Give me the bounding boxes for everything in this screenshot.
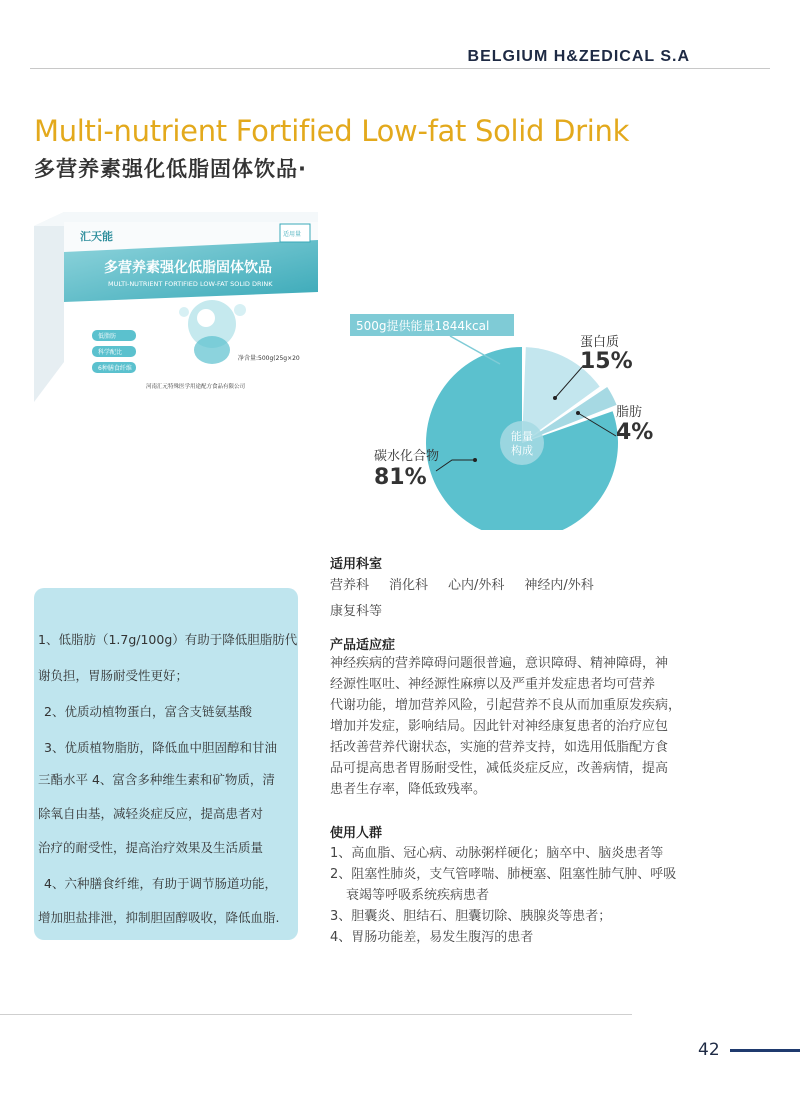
indications-body — [330, 653, 681, 800]
indication-line: 括改善营养代谢状态，实施的营养支持，如选用低脂配方食 — [330, 740, 669, 755]
benefit-line: 谢负担，胃肠耐受性更好； — [38, 668, 189, 683]
target-line: 4、胃肠功能差，易发生腹泻的患者 — [330, 930, 534, 945]
pie-value-fat: 4% — [616, 420, 654, 445]
indication-line: 增加并发症，影响结局。因此针对神经康复患者的治疗应包 — [330, 719, 669, 734]
benefit-line: 1、低脂肪（1.7g/100g）有助于降低胆脂肪代 — [38, 632, 298, 647]
product-manufacturer: 河南汇元特殊医学用途配方食品有限公司 — [146, 384, 246, 390]
title-chinese: 多营养素强化低脂固体饮品· — [34, 157, 307, 181]
benefit-line: 2、优质动植物蛋白，富含支链氨基酸 — [44, 704, 252, 719]
header-divider — [30, 68, 770, 69]
indication-line: 神经疾病的营养障碍问题很普遍，意识障碍、精神障碍，神 — [330, 656, 669, 671]
product-name-en: MULTI-NUTRIENT FORTIFIED LOW-FAT SOLID DRINK — [108, 280, 273, 288]
indication-line: 经源性呕吐、神经源性麻痹以及严重并发症患者均可营养 — [330, 677, 656, 692]
pie-center-label-2: 构成 — [511, 444, 533, 457]
pie-label-carb: 碳水化合物 — [374, 449, 440, 464]
product-name-cn: 多营养素强化低脂固体饮品 — [104, 260, 272, 276]
benefit-line: 除氧自由基，减轻炎症反应，提高患者对 — [38, 806, 264, 821]
benefit-line: 4、六种膳食纤维，有助于调节肠道功能， — [44, 876, 277, 891]
product-logo: 汇天能 — [80, 230, 113, 243]
target-groups-body — [330, 843, 676, 948]
target-line: 3、胆囊炎、胆结石、胆囊切除、胰腺炎等患者； — [330, 909, 612, 924]
target-line: 衰竭等呼吸系统疾病患者 — [346, 888, 490, 903]
pie-center-label-1: 能量 — [511, 430, 533, 443]
benefits-panel — [34, 588, 298, 940]
department-item: 心内/外科 — [448, 578, 505, 593]
pie-title: 500g提供能量1844kcal — [356, 319, 490, 333]
departments-row — [330, 600, 402, 619]
indication-line: 患者生存率，降低致残率。 — [330, 782, 487, 797]
product-feature-2: 科学配比 — [98, 349, 123, 356]
footer-divider — [0, 1014, 632, 1015]
pie-value-protein: 15% — [580, 349, 633, 374]
indications-title: 产品适应症 — [330, 638, 396, 653]
benefit-line: 三酯水平 4、富含多种维生素和矿物质，清 — [38, 772, 275, 787]
department-item: 营养科 — [330, 578, 370, 593]
page-number-bar — [730, 1049, 800, 1052]
benefit-line: 增加胆盐排泄，抑制胆固醇吸收，降低血脂. — [38, 910, 280, 925]
departments-row — [330, 574, 614, 593]
department-item: 康复科等 — [330, 604, 383, 619]
page-number: 42 — [698, 1040, 720, 1060]
target-line: 1、高血脂、冠心病、动脉粥样硬化；脑卒中、脑炎患者等 — [330, 846, 664, 861]
target-line: 2、阻塞性肺炎，支气管哮喘、肺梗塞、阻塞性肺气肿、呼吸 — [330, 867, 677, 882]
pie-value-carb: 81% — [374, 465, 427, 490]
pie-label-protein: 蛋白质 — [580, 335, 620, 350]
departments-title: 适用科室 — [330, 557, 383, 572]
indication-line: 品可提高患者胃肠耐受性，减低炎症反应，改善病情，提高 — [330, 761, 669, 776]
product-box-image — [34, 212, 318, 410]
indication-line: 代谢功能，增加营养风险，引起营养不良从而加重原发疾病， — [330, 698, 682, 713]
pie-label-fat: 脂肪 — [616, 405, 643, 420]
product-net-content: 净含量:500g(25g×20 — [238, 355, 300, 362]
brand-name: BELGIUM H&ZEDICAL S.A — [467, 48, 690, 65]
product-feature-1: 低脂肪 — [98, 333, 117, 340]
energy-pie-chart — [340, 300, 720, 530]
product-badge: 适用量 — [283, 231, 302, 238]
department-item: 神经内/外科 — [524, 578, 594, 593]
target-groups-title: 使用人群 — [330, 826, 383, 841]
benefit-line: 治疗的耐受性，提高治疗效果及生活质量 — [38, 840, 264, 855]
department-item: 消化科 — [389, 578, 429, 593]
benefit-line: 3、优质植物脂肪，降低血中胆固醇和甘油 — [44, 740, 277, 755]
title-english: Multi-nutrient Fortified Low-fat Solid Drink — [34, 114, 630, 148]
product-feature-3: 6种膳食纤维 — [98, 365, 132, 372]
